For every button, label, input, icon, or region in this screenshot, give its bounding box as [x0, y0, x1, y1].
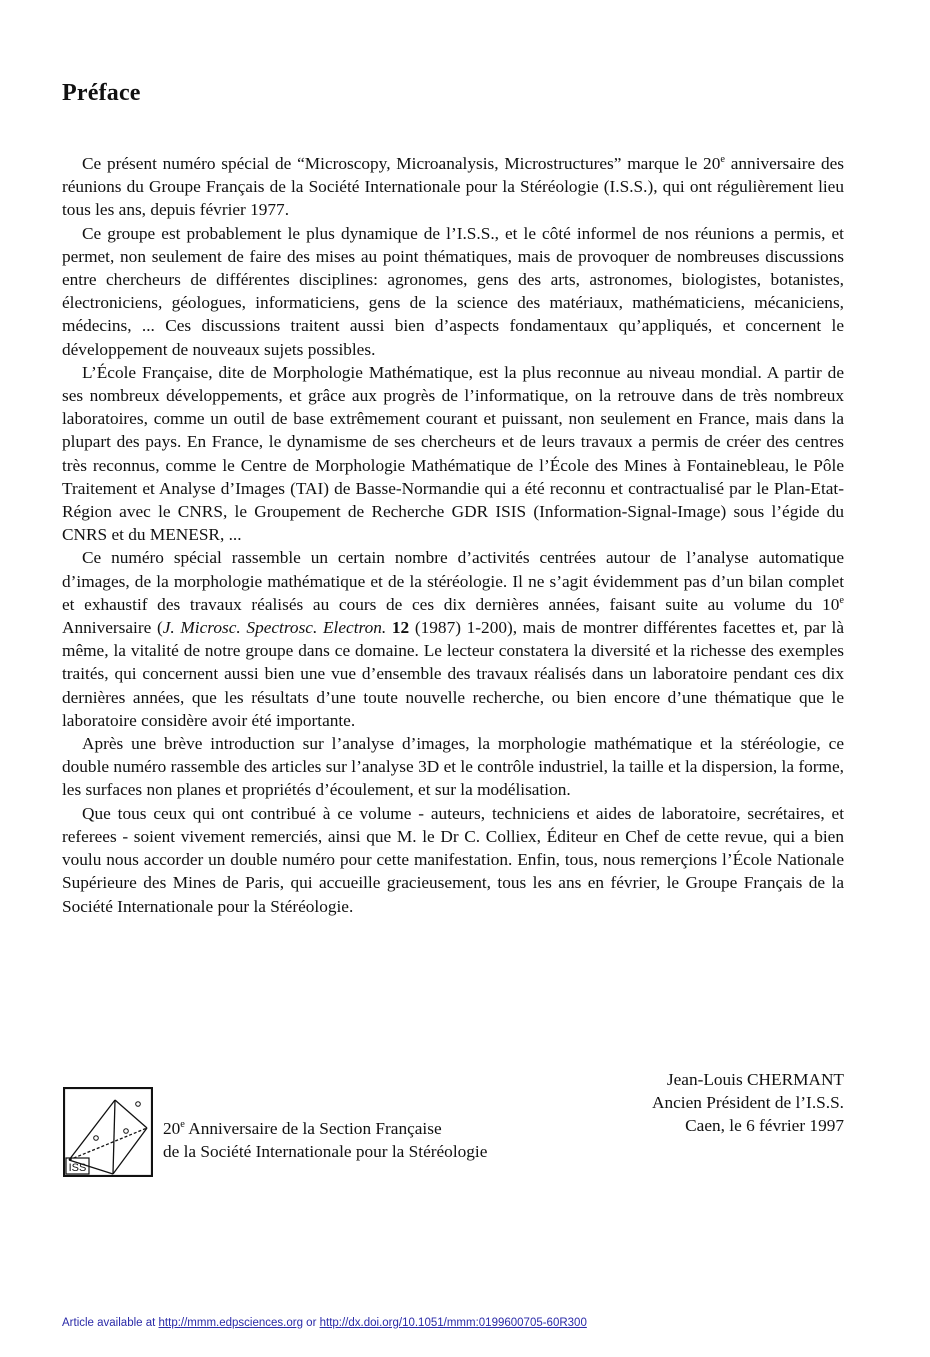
signature-place-date: Caen, le 6 février 1997: [685, 1116, 844, 1136]
anniversary-line-2: de la Société Internationale pour la Stéréologie: [163, 1142, 488, 1162]
anniversary-line-1-text: Anniversaire de la Section Française: [184, 1119, 442, 1138]
signature-role: Ancien Président de l’I.S.S.: [652, 1093, 844, 1113]
paragraph-5: Après une brève introduction sur l’analyse d’images, la morphologie mathématique et la stéréologie, ce double numéro rassemble des articles sur l’analyse 3D et le contrôle industriel, la taille et la dispersion, la forme, les surfaces non planes et propriétés d’écoulement, et sur la modélisation.: [62, 734, 844, 800]
p1-text-a: Ce présent numéro spécial de “Microscopy, Microanalysis, Microstructures” marque le 20: [82, 154, 721, 173]
iss-logo: [63, 1087, 153, 1177]
footer-article-links: [62, 1317, 587, 1329]
paragraph-1: [62, 152, 844, 222]
p4-superscript: e: [839, 595, 844, 607]
p1-superscript: e: [720, 154, 725, 166]
signature-block: [560, 1068, 844, 1138]
signature-name: Jean-Louis CHERMANT: [666, 1070, 844, 1089]
footer-link-doi[interactable]: http://dx.doi.org/10.1051/mmm:0199600705-60R300: [319, 1317, 587, 1329]
journal-volume: 12: [391, 618, 410, 638]
p4-text-c: (1987) 1-200), mais de montrer différentes facettes et, par là même, la vitalité de notre groupe dans ce domaine. Le lecteur constatera la diversité et la richesse des exemples traités, qui concernent aussi bien une vue d’ensemble des travaux réalisés dans un laboratoire pendant ces dix dernières années, que les résultats d’une toute nouvelle recherche, ou bien encore d’une thématique que le laboratoire considère avoir été importante.: [62, 618, 845, 730]
footer-prefix: Article available at: [62, 1317, 159, 1329]
anniversary-number: 20: [163, 1119, 181, 1138]
anniversary-superscript: e: [180, 1119, 185, 1131]
paragraph-2: Ce groupe est probablement le plus dynamique de l’I.S.S., et le côté informel de nos réunions a permis, et permet, non seulement de faire des mises au point thématiques, mais de provoquer de nombreuses discussions entre chercheurs de différentes disciplines: agronomes, gens des arts, astronomes, biologistes, botanistes, électroniciens, géologues, informaticiens, gens de la science des matériaux, mathématiciens, mécaniciens, médecins, ... Ces discussions traitent aussi bien d’aspects fondamentaux qu’appliqués, et concernent le développement de nouveaux sujets possibles.: [62, 223, 844, 359]
journal-name: J. Microsc. Spectrosc. Electron.: [162, 618, 387, 638]
p4-text-a: Ce numéro spécial rassemble un certain nombre d’activités centrées autour de l’analyse automatique d’images, de la morphologie mathématique et de la stéréologie. Il ne s’agit évidemment pas d’un bilan complet et exhaustif des travaux réalisés au cours de ces dix dernières années, faisant suite au volume du 10: [62, 548, 844, 614]
paragraph-3: L’École Française, dite de Morphologie Mathématique, est la plus reconnue au niveau mondial. A partir de ses nombreux développements, et grâce aux progrès de l’informatique, on la retrouve dans de très nombreux laboratoires, comme un outil de base extrêmement courant et puissant, non seulement en France, mais dans la plupart des pays. En France, le dynamisme de ses chercheurs et de leurs travaux a permis de créer des centres très reconnus, comme le Centre de Morphologie Mathématique de l’École des Mines à Fontainebleau, le Pôle Traitement et Analyse d’Images (TAI) de Basse-Normandie qui a été reconnu et contractualisé par le Plan-Etat-Région avec le CNRS, le Groupement de Recherche GDR ISIS (Information-Signal-Image) sous l’égide du CNRS et du MENESR, ...: [62, 362, 844, 545]
page-title: Préface: [62, 80, 141, 106]
paragraph-4: [62, 546, 844, 732]
p1-text-b: anniversaire des réunions du Groupe Français de la Société Internationale pour la Stéréologie (I.S.S.), qui ont régulièrement lieu tous les ans, depuis février 1977.: [62, 154, 844, 220]
footer-middle: or: [302, 1317, 320, 1329]
p4-text-b: Anniversaire (: [62, 618, 163, 638]
paragraph-6: Que tous ceux qui ont contribué à ce volume - auteurs, techniciens et aides de laboratoire, secrétaires, et referees - soient vivement remerciés, ainsi que M. le Dr C. Colliex, Éditeur en Chef de cette revue, qui a bien voulu nous accorder un double numéro pour cette manifestation. Enfin, tous, nous remerçions l’École Nationale Supérieure des Mines de Paris, qui accueille gracieusement, tous les ans en février, le Groupe Français de la Société Internationale pour la Stéréologie.: [62, 803, 844, 916]
preface-body: [62, 152, 844, 918]
footer-link-journal[interactable]: http://mmm.edpsciences.org: [158, 1317, 303, 1329]
anniversary-line-1: [163, 1117, 487, 1140]
anniversary-caption: [163, 1117, 487, 1163]
logo-text: ISS: [68, 1162, 87, 1174]
